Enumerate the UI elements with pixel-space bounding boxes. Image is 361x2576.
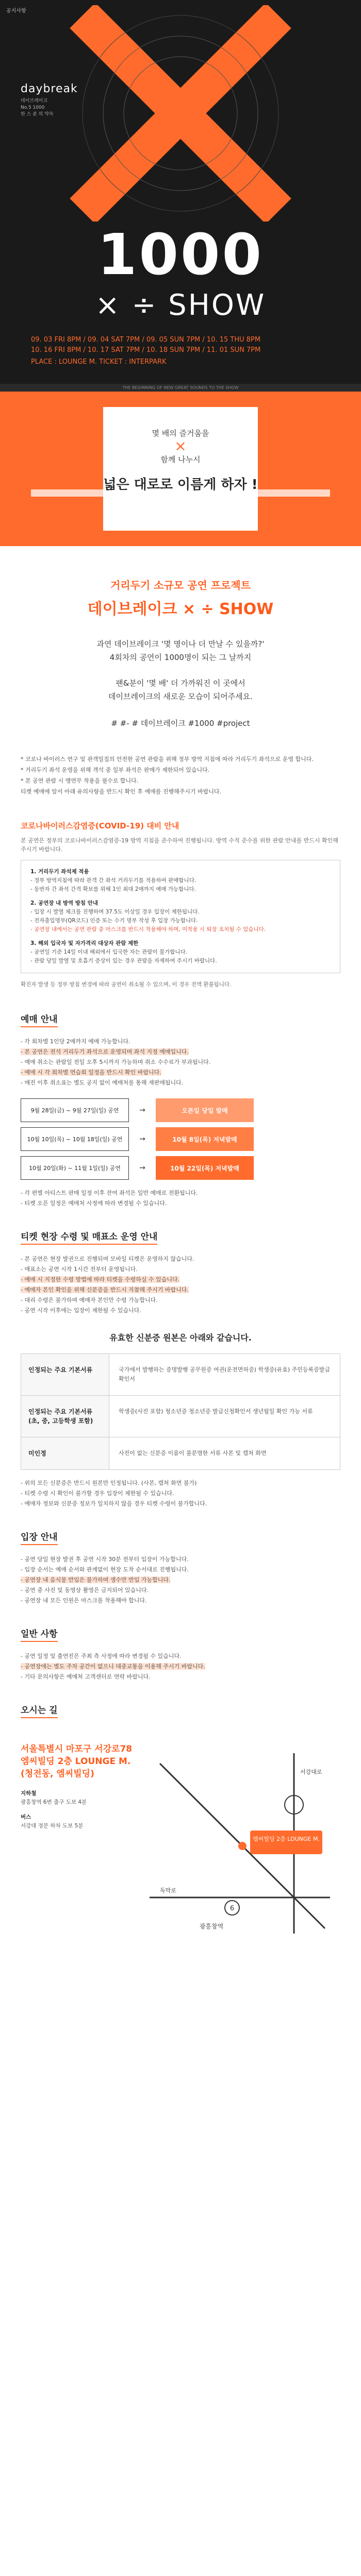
list-item-text: - 예매 시 각 회차별 연습회 일정을 반드시 확인 바랍니다.	[21, 1069, 161, 1076]
general-title: 일반 사항	[21, 1626, 58, 1642]
map-title: 오시는 길	[21, 1703, 58, 1718]
list-item-text: - 예매자 본인 확인을 위해 신분증을 반드시 지참해 주시기 바랍니다.	[21, 1286, 189, 1293]
list-item-text: - 기타 문의사항은 예매처 고객센터로 연락 바랍니다.	[21, 1673, 151, 1680]
ticket-date: 9월 28일(금) ~ 9월 27일(일) 공연	[21, 1098, 129, 1122]
list-item	[21, 1295, 340, 1306]
ticket-open-table	[21, 1098, 340, 1180]
list-item	[21, 1672, 340, 1682]
ticketing-list	[21, 1254, 340, 1316]
ticketing-section	[0, 1219, 361, 1519]
location-map	[139, 1743, 340, 1944]
covid-item: 1. 거리두기 좌석제 적용	[30, 869, 89, 875]
list-item	[21, 1047, 340, 1057]
list-item	[21, 1275, 340, 1285]
hero-notice: 공지사항	[6, 8, 26, 14]
list-item-text: - 공연 당일 현장 발권 후 공연 시작 30분 전부터 입장이 가능합니다.	[21, 1556, 189, 1563]
entry-list	[21, 1554, 340, 1606]
list-item-text: - 공연 중 사진 및 동영상 촬영은 금지되어 있습니다.	[21, 1587, 149, 1594]
hero-place: PLACE : LOUNGE M. TICKET : INTERPARK	[31, 358, 167, 366]
map-wrap	[0, 1738, 361, 1964]
street1-label: 서강대로	[300, 1769, 322, 1775]
id-row-value: 사진이 없는 신분증 이름이 불분명한 서류 사본 및 캡처 화면	[109, 1437, 340, 1469]
ticket-open: 오픈일 당일 발매	[156, 1098, 254, 1122]
list-item-text: - 공연 일정 및 출연진은 주최 측 사정에 따라 변경될 수 있습니다.	[21, 1653, 182, 1659]
list-item-text: - 공연 시작 이후에는 입장이 제한될 수 있습니다.	[21, 1307, 141, 1314]
hero-brand: daybreak	[21, 82, 78, 95]
intro-desc: 과연 데이브레이크 '몇 명이나 더 만날 수 있을까?' 4회차의 공연이 1000명이 되는 그 날까지	[96, 639, 265, 662]
booking-title: 예매 안내	[21, 1012, 58, 1027]
id-row-value: 학생증(사진 포함) 청소년증 청소년증 발급신청확인서 생년월일 확인 가능 서류	[109, 1396, 340, 1437]
list-item-text: - 예매 취소는 관람일 전일 오후 5시까지 가능하며 취소 수수료가 부과됩니다.	[21, 1059, 211, 1065]
id-row-head: 인정되는 주요 기본서류	[21, 1354, 109, 1395]
id-row	[21, 1396, 340, 1437]
covid-box	[21, 860, 340, 973]
booking-after-list	[21, 1188, 340, 1209]
invite-line1: 몇 배의 즐거움을	[152, 429, 209, 438]
covid-item: - 정부 방역지침에 따라 관객 간 좌석 거리두기를 적용하여 판매합니다.	[30, 877, 196, 884]
ticket-open: 10월 8일(목) 저녁발매	[156, 1127, 254, 1151]
covid-item: - 공연장 내에서는 공연 관람 중 마스크를 반드시 착용해야 하며, 미착용 시 퇴장 조치될 수 있습니다.	[30, 926, 266, 933]
list-item	[21, 1264, 340, 1275]
covid-item: - 입장 시 발열 체크를 진행하며 37.5도 이상일 경우 입장이 제한됩니다.	[30, 909, 200, 915]
list-item	[21, 1585, 340, 1596]
map-route-bus: 버스 서강대 정문 하차 도보 5분	[21, 1814, 84, 1829]
booking-section	[0, 1002, 361, 1219]
list-item	[21, 1651, 340, 1662]
covid-title: 코로나바이러스감염증(COVID-19) 대비 안내	[21, 821, 179, 831]
invite-card	[103, 407, 258, 531]
covid-section	[0, 808, 361, 1002]
covid-item: 3. 해외 입국자 및 자가격리 대상자 관람 제한	[30, 940, 139, 946]
list-item-text: - 각 회차별 1인당 2매까지 예매 가능합니다.	[21, 1038, 130, 1045]
list-item	[21, 1037, 340, 1047]
entry-title: 입장 안내	[21, 1530, 58, 1545]
list-item	[21, 1565, 340, 1575]
id-row	[21, 1437, 340, 1469]
list-item: - 예매자 정보와 신분증 정보가 일치하지 않을 경우 티켓 수령이 불가합니다.	[21, 1500, 207, 1507]
hero-schedule: 09. 03 FRI 8PM / 09. 04 SAT 7PM / 09. 05 SUN 7PM / 10. 15 THU 8PM 10. 16 FRI 8PM / 10. 17 SAT 7PM / 10. 18 SUN 7PM / 11. 01 SUN 7PM	[31, 336, 261, 354]
times-icon: ×	[174, 437, 187, 454]
covid-foot: 확진자 발생 등 정부 방침 변경에 따라 공연이 취소될 수 있으며, 이 경우 전액 환불됩니다.	[21, 981, 232, 988]
note-item: * 거리두기 좌석 운영을 위해 객석 중 일부 좌석은 판매가 제한되어 있습니다.	[21, 767, 210, 773]
note-item: 티켓 예매에 앞서 아래 유의사항을 반드시 확인 후 예매를 진행해주시기 바랍니다.	[21, 788, 222, 795]
list-item-text: - 본 공연은 현장 발권으로 진행되며 모바일 티켓은 운영하지 않습니다.	[21, 1256, 194, 1262]
ticket-open: 10월 22일(목) 저녁발매	[156, 1156, 254, 1180]
list-item-text: - 공연장 내 음식물 반입은 불가하며 생수만 반입 가능합니다.	[21, 1577, 171, 1583]
list-item	[21, 1067, 340, 1078]
list-item: - 티켓 수령 시 확인이 불가할 경우 입장이 제한될 수 있습니다.	[21, 1490, 174, 1497]
map-info	[21, 1743, 139, 1944]
general-section	[0, 1616, 361, 1692]
venue-label: 엠씨빌딩 2층 LOUNGE M.	[253, 1836, 320, 1842]
list-item-text: - 예매 시 지정한 수령 방법에 따라 티켓을 수령하실 수 있습니다.	[21, 1276, 180, 1283]
general-list	[21, 1651, 340, 1682]
list-item	[21, 1078, 340, 1088]
covid-item: 2. 공연장 내 방역 방침 안내	[30, 900, 99, 906]
covid-sub: 본 공연은 정부의 코로나바이러스감염증-19 방역 지침을 준수하여 진행됩니다. 방역 수칙 준수를 위한 관람 안내를 반드시 확인해 주시기 바랍니다.	[21, 837, 338, 853]
id-row-head: 미인정	[21, 1437, 109, 1469]
ticketing-title: 티켓 현장 수령 및 매표소 운영 안내	[21, 1229, 157, 1245]
covid-item: - 공연일 기준 14일 이내 해외에서 입국한 자는 관람이 불가합니다.	[30, 949, 188, 955]
arrow-right-icon: →	[139, 1164, 145, 1172]
hero-subtitle: × ÷ SHOW	[95, 289, 266, 322]
list-item	[21, 1575, 340, 1585]
id-row	[21, 1354, 340, 1396]
list-item	[21, 1662, 340, 1672]
intro-kicker: 거리두기 소규모 공연 프로젝트	[110, 579, 251, 591]
id-row-head: 인정되는 주요 기본서류 (초, 중, 고등학생 포함)	[21, 1396, 109, 1437]
hero-poster	[0, 0, 361, 392]
ticket-row	[21, 1156, 340, 1180]
intro-desc2: 팬&분이 '몇 배' 더 가까워진 이 곳에서 데이브레이크의 새로운 모습이 되어주세요.	[108, 679, 253, 701]
arrow-right-icon: →	[139, 1106, 145, 1114]
invite-line2: 함께 나누시	[160, 455, 201, 464]
list-item-text: - 공연장에는 별도 주차 공간이 없으니 대중교통을 이용해 주시기 바랍니다.	[21, 1663, 205, 1670]
note-item: * 코로나 바이러스 연구 및 관객밀집의 안전한 공연 관람을 위해 정부 방역 지침에 따라 거리두기 좌석으로 운영 합니다.	[21, 756, 314, 762]
list-item: - 위의 모든 신분증은 반드시 원본만 인정됩니다. (사본, 캡처 화면 불가)	[21, 1480, 197, 1486]
venue-marker	[238, 1842, 247, 1850]
map-route-subway: 지하철 광흥창역 6번 출구 도보 4분	[21, 1790, 87, 1805]
list-item-text: - 대리 수령은 불가하며 예매자 본인만 수령 가능합니다.	[21, 1297, 158, 1303]
list-item-text: - 입장 순서는 예매 순서와 관계없이 현장 도착 순서대로 진행됩니다.	[21, 1566, 189, 1573]
street2-label: 독막로	[160, 1887, 176, 1894]
booking-list	[21, 1037, 340, 1088]
invite-line3: 넓은 대로로 이름게 하자 !	[103, 477, 258, 493]
entry-section	[0, 1519, 361, 1616]
intro-section	[0, 546, 361, 744]
list-item	[21, 1285, 340, 1295]
ticketing-after-list	[21, 1478, 340, 1509]
hero-x-graphic	[62, 5, 299, 222]
list-item-text: - 공연장 내 모든 인원은 마스크를 착용해야 합니다.	[21, 1597, 147, 1604]
id-callout: 유효한 신분증 원본은 아래와 같습니다.	[109, 1333, 252, 1343]
intro-title: 데이브레이크 × ÷ SHOW	[87, 600, 274, 618]
hero-foot: THE BEGINNING OF NEW GREAT SOUNDS TO THE SHOW	[0, 384, 361, 392]
id-row-value: 국가에서 발행하는 증명발행 공무원증 여권(운전면허증) 학생증(유효) 주민등록증발급확인서	[109, 1354, 340, 1395]
invite-band	[0, 392, 361, 546]
ticket-row	[21, 1098, 340, 1122]
list-item	[21, 1057, 340, 1067]
hero-brand-sub: 데이브레이크 No.5 1000 한 스 푼 의 약속	[21, 98, 54, 117]
list-item: - 티켓 오픈 일정은 예매처 사정에 따라 변경될 수 있습니다.	[21, 1200, 167, 1207]
ticket-row	[21, 1127, 340, 1151]
map-address: 서울특별시 마포구 서강로78 엠씨빌딩 2층 LOUNGE M. (청전동, 엠씨빌딩)	[21, 1744, 133, 1779]
note-item: * 본 공연 관람 시 맹연무 착용을 필수로 합니다.	[21, 777, 139, 784]
list-item	[21, 1254, 340, 1264]
intro-tags: # #- # 데이브레이크 #1000 #project	[111, 719, 250, 728]
id-table	[21, 1353, 340, 1470]
hero-title: 1000	[97, 222, 264, 287]
exit-number: 6	[229, 1905, 235, 1912]
list-item-text: - 본 공연은 전석 거리두기 좌석으로 운영되며 좌석 지정 예매입니다.	[21, 1048, 189, 1055]
arrow-right-icon: →	[139, 1135, 145, 1143]
covid-item: - 동반자 간 좌석 간격 확보를 위해 1인 최대 2매까지 예매 가능합니다.	[30, 886, 196, 892]
covid-item: - 전자출입명부(QR코드) 인증 또는 수기 명부 작성 후 입장 가능합니다.	[30, 918, 198, 924]
list-item-text: - 매표소는 공연 시작 1시간 전부터 운영됩니다.	[21, 1266, 138, 1273]
map-section	[0, 1692, 361, 1738]
list-item-text: - 매진 이후 취소표는 별도 공지 없이 예매처를 통해 재판매됩니다.	[21, 1079, 184, 1086]
list-item: - 각 편별 아티스트 판매 일정 이후 잔여 좌석은 일반 예매로 전환됩니다.	[21, 1190, 198, 1196]
ticket-date: 10월 10일(목) ~ 10월 18일(일) 공연	[21, 1127, 129, 1151]
ticket-date: 10월 20일(화) ~ 11월 1일(일) 공연	[21, 1156, 129, 1180]
station-label: 광흥창역	[199, 1923, 224, 1930]
covid-item: - 관람 당일 발열 및 호흡기 증상이 있는 경우 관람을 자제하여 주시기 바랍니다.	[30, 958, 217, 964]
list-item	[21, 1306, 340, 1316]
notes-list	[0, 744, 361, 808]
list-item	[21, 1596, 340, 1606]
list-item	[21, 1554, 340, 1565]
